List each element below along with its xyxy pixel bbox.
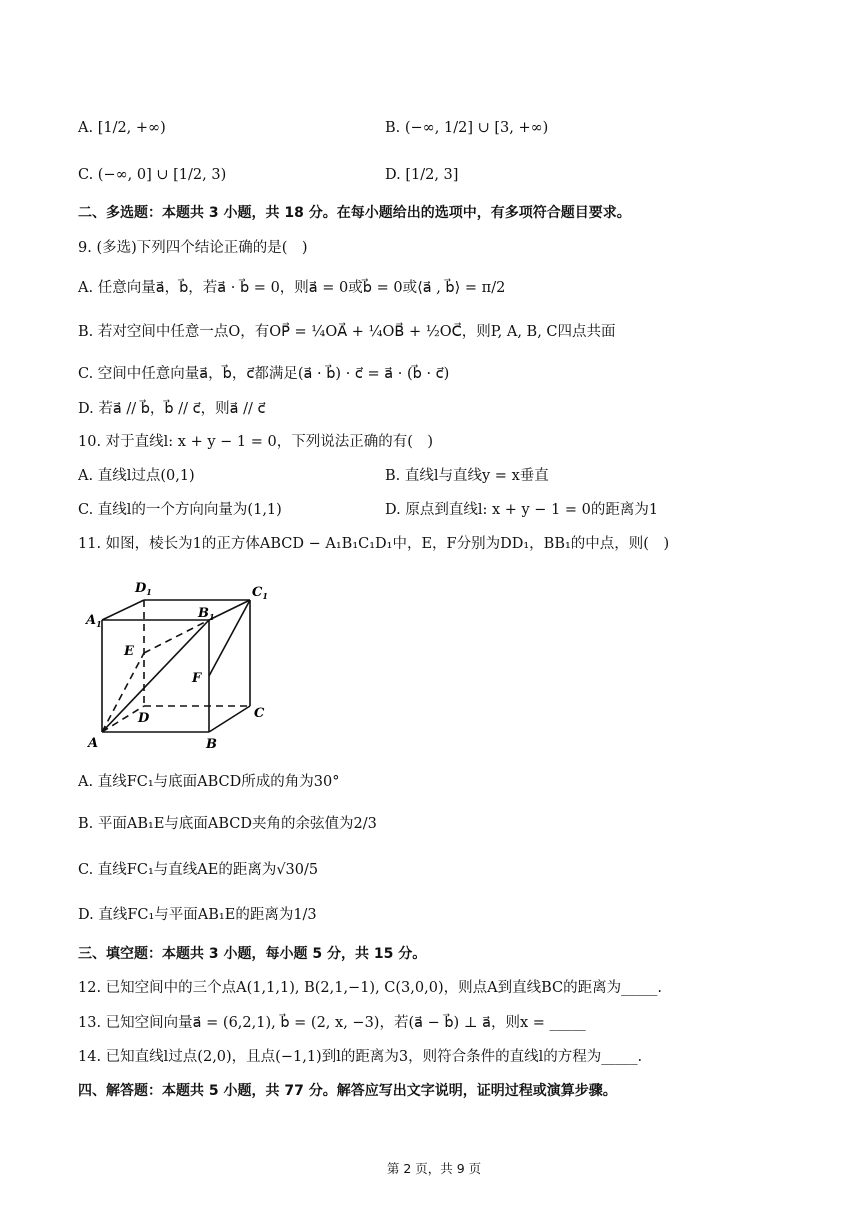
label-f: F <box>192 671 202 686</box>
q10-option-a: A. 直线l过点(0,1) <box>78 468 195 484</box>
q9-option-a: A. 任意向量a⃗，b⃗，若a⃗ · b⃗ = 0，则a⃗ = 0或b⃗ = 0或⟨a⃗ , b⃗⟩ = π/2 <box>78 280 506 296</box>
label-b: B <box>206 737 217 752</box>
q12: 12. 已知空间中的三个点A(1,1,1), B(2,1,−1), C(3,0,0)，则点A到直线BC的距离为_____. <box>78 980 662 996</box>
edge-bc <box>209 706 250 732</box>
q10-stem: 10. 对于直线l: x + y − 1 = 0，下列说法正确的有( ) <box>78 434 434 450</box>
q11-option-d: D. 直线FC₁与平面AB₁E的距离为1/3 <box>78 907 317 923</box>
label-d: D <box>138 711 150 726</box>
q9-option-c: C. 空间中任意向量a⃗，b⃗，c⃗都满足(a⃗ · b⃗) · c⃗ = a⃗ · (b⃗ · c⃗) <box>78 366 450 382</box>
label-a: A <box>88 736 99 751</box>
q11-stem: 11. 如图，棱长为1的正方体ABCD − A₁B₁C₁D₁中，E，F分别为DD₁，BB₁的中点，则( ) <box>78 536 670 552</box>
q10-option-c: C. 直线l的一个方向向量为(1,1) <box>78 502 282 518</box>
q11-option-a: A. 直线FC₁与底面ABCD所成的角为30° <box>78 774 340 790</box>
q9-stem: 9. (多选)下列四个结论正确的是( ) <box>78 240 308 256</box>
label-d1: $D_1$ <box>135 581 152 597</box>
page-footer: 第 2 页，共 9 页 <box>386 1161 482 1176</box>
q13: 13. 已知空间向量a⃗ = (6,2,1), b⃗ = (2, x, −3)，若(a⃗ − b⃗) ⊥ a⃗，则x = _____ <box>78 1015 586 1031</box>
segment-fc1 <box>209 600 250 676</box>
section-3-heading: 三、填空题：本题共 3 小题，每小题 5 分，共 15 分。 <box>78 946 427 962</box>
section-2-heading: 二、多选题：本题共 3 小题，共 18 分。在每小题给出的选项中，有多项符合题目要求。 <box>78 205 631 221</box>
q10-option-b: B. 直线l与直线y = x垂直 <box>385 468 549 484</box>
q14: 14. 已知直线l过点(2,0)，且点(−1,1)到l的距离为3，则符合条件的直线l的方程为_____. <box>78 1049 643 1065</box>
cube-figure <box>80 575 280 755</box>
q11-option-b: B. 平面AB₁E与底面ABCD夹角的余弦值为2/3 <box>78 816 377 832</box>
q8-option-d: D. [1/2, 3] <box>385 167 459 183</box>
q8-option-a: A. [1/2, +∞) <box>78 120 166 136</box>
edge-a1d1 <box>102 600 144 620</box>
q9-option-b: B. 若对空间中任意一点O，有OP⃗ = ¼OA⃗ + ¼OB⃗ + ½OC⃗，则P, A, B, C四点共面 <box>78 324 616 340</box>
q11-option-c: C. 直线FC₁与直线AE的距离为√30/5 <box>78 862 319 878</box>
q10-option-d: D. 原点到直线l: x + y − 1 = 0的距离为1 <box>385 502 659 518</box>
q8-option-b: B. (−∞, 1/2] ∪ [3, +∞) <box>385 120 549 136</box>
q9-option-d: D. 若a⃗ // b⃗，b⃗ // c⃗，则a⃗ // c⃗ <box>78 401 266 417</box>
label-a1: $A_1$ <box>86 613 102 629</box>
label-e: E <box>124 644 134 659</box>
label-c1: $C_1$ <box>252 585 268 601</box>
segment-eb1-hidden <box>144 620 209 653</box>
label-b1: $B_1$ <box>198 606 215 622</box>
label-c: C <box>254 706 265 721</box>
q8-option-c: C. (−∞, 0] ∪ [1/2, 3) <box>78 167 227 183</box>
section-4-heading: 四、解答题：本题共 5 小题，共 77 分。解答应写出文字说明，证明过程或演算步骤。 <box>78 1083 617 1099</box>
